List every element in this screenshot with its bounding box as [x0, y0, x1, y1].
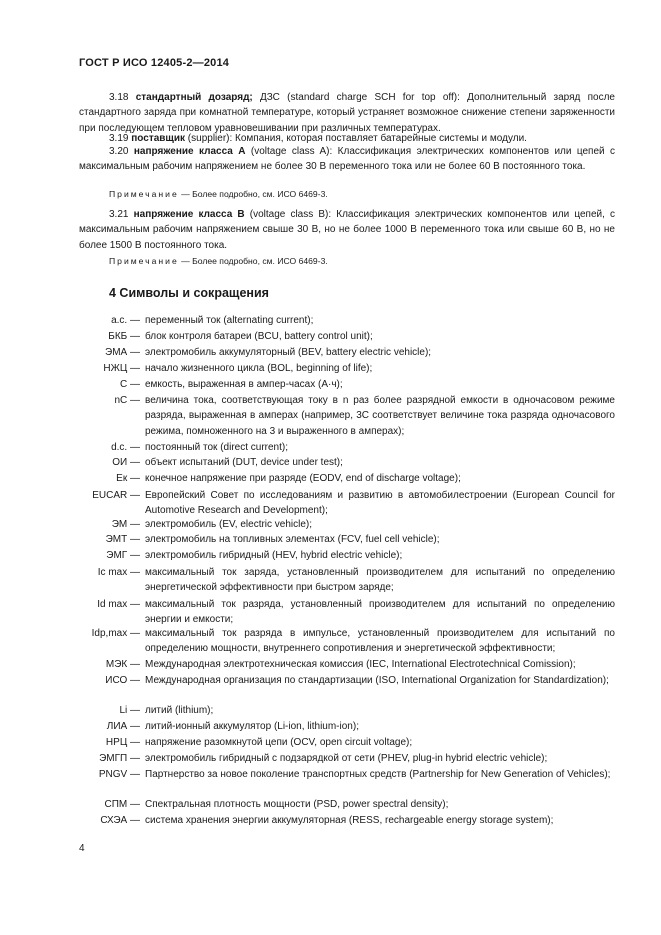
abbreviation-term: ЭМА — — [105, 347, 140, 358]
abbreviation-definition: литий (lithium); — [145, 705, 214, 716]
abbreviation-definition: электромобиль на топливных элементах (FCV, fuel cell vehicle); — [145, 534, 440, 545]
note-2: Примечание — Более подробно, см. ИСО 6469-3. — [109, 256, 328, 266]
abbreviation-term: МЭК — — [105, 659, 140, 670]
note-1: Примечание — Более подробно, см. ИСО 6469-3. — [109, 189, 328, 199]
abbreviation-definition: электромобиль аккумуляторный (BEV, battery electric vehicle); — [145, 347, 432, 358]
abbreviation-definition: Партнерство за новое поколение транспортных средств (Partnership for New Generation of Vehicles); — [145, 769, 611, 780]
abbreviation-definition: объект испытаний (DUT, device under test); — [145, 457, 343, 468]
document-header: ГОСТ Р ИСО 12405-2—2014 — [79, 57, 230, 69]
abbreviation-term: НЖЦ — — [103, 363, 140, 374]
abbreviation-term: Eк — — [116, 473, 140, 484]
abbreviation-term: Id max — — [97, 599, 140, 610]
definition-3-18: 3.18 стандартный дозаряд; ДЗС (standard charge SCH for top off): Дополнительный заряд после стандартного заряда при комнатной температуре, который устраняет возможное снижение степени заряженности при последующем тепловом уравновешивании при различных температурах. — [79, 92, 615, 134]
abbreviation-definition: литий-ионный аккумулятор (Li-ion, lithium-ion); — [145, 721, 359, 732]
abbreviation-definition: постоянный ток (direct current); — [145, 442, 288, 453]
abbreviation-term: nС — — [114, 395, 140, 406]
abbreviation-definition: начало жизненного цикла (BOL, beginning of life); — [145, 363, 373, 374]
section-title: 4 Символы и сокращения — [109, 286, 269, 300]
abbreviation-definition: переменный ток (alternating current); — [145, 315, 314, 326]
abbreviation-term: ЭМТ — — [105, 534, 140, 545]
abbreviation-definition: Международная электротехническая комиссия (IEC, International Electrotechnical Comission); — [145, 659, 576, 670]
abbreviation-definition: напряжение разомкнутой цепи (OCV, open circuit voltage); — [145, 737, 413, 748]
abbreviation-definition: электромобиль гибридный (HEV, hybrid electric vehicle); — [145, 550, 403, 561]
abbreviation-definition: конечное напряжение при разряде (EODV, end of discharge voltage); — [145, 473, 461, 484]
abbreviation-term: Idp,max — — [91, 628, 140, 639]
abbreviation-definition: Спектральная плотность мощности (PSD, power spectral density); — [145, 799, 449, 810]
abbreviation-term: СПМ — — [104, 799, 140, 810]
abbreviation-definition: блок контроля батареи (BCU, battery control unit); — [145, 331, 373, 342]
abbreviation-term: Li — — [119, 705, 140, 716]
abbreviation-definition: Международная организация по стандартизации (ISO, International Organization for Standardization); — [145, 675, 609, 686]
abbreviation-definition: Европейский Совет по исследованиям и развитию в автомобилестроении (European Council for Automotive Research and Development); — [145, 490, 615, 517]
abbreviation-term: d.c. — — [111, 442, 140, 453]
abbreviation-term: ИСО — — [105, 675, 140, 686]
abbreviation-definition: емкость, выраженная в ампер-часах (А·ч); — [145, 379, 343, 390]
abbreviation-term: a.c. — — [111, 315, 140, 326]
abbreviation-term: БКБ — — [108, 331, 140, 342]
definition-3-21: 3.21 напряжение класса В (voltage class B): Классификация электрических компонентов или цепей, с максимальным рабочим напряжением свыше 30 В, но не более 1000 В переменного тока или свыше 60 В, но не более 1500 В постоянного тока. — [79, 209, 615, 251]
abbreviation-term: СХЭА — — [100, 815, 140, 826]
abbreviation-term: ЭМГ — — [106, 550, 140, 561]
abbreviation-term: С — — [120, 379, 140, 390]
abbreviation-term: ЭМ — — [111, 519, 140, 530]
abbreviation-term: Ic max — — [97, 567, 140, 578]
abbreviation-term: ЭМГП — — [99, 753, 140, 764]
abbreviation-definition: электромобиль гибридный с подзарядкой от сети (PHEV, plug-in hybrid electric vehicle); — [145, 753, 548, 764]
abbreviation-definition: максимальный ток разряда, установленный производителем для испытаний по определению энергии и емкости; — [145, 599, 615, 626]
definition-3-20: 3.20 напряжение класса А (voltage class A): Классификация электрических компонентов или цепей с максимальным рабочим напряжением не более 30 В переменного тока или не более 60 В постоянного тока. — [79, 146, 615, 173]
abbreviation-definition: максимальный ток разряда в импульсе, установленный производителем для испытаний по определению мощности, внутреннего сопротивления и энергетической эффективности; — [145, 628, 615, 655]
abbreviation-term: ЛИА — — [106, 721, 140, 732]
abbreviation-definition: электромобиль (EV, electric vehicle); — [145, 519, 313, 530]
abbreviation-term: НРЦ — — [105, 737, 140, 748]
abbreviation-definition: величина тока, соответствующая току в n раз более разрядной емкости в одночасовом режиме разряда, выраженная в амперах (например, 3С соответствует величине тока разряда одночасового режима, помноженного на 3 и выраженного в амперах); — [145, 395, 615, 437]
abbreviation-term: PNGV — — [98, 769, 140, 780]
page-number: 4 — [79, 843, 85, 854]
abbreviation-definition: максимальный ток заряда, установленный производителем для испытаний по определению энергетической эффективности при быстром заряде; — [145, 567, 615, 594]
abbreviation-term: ОИ — — [112, 457, 140, 468]
abbreviation-definition: система хранения энергии аккумуляторная (RESS, rechargeable energy storage system); — [145, 815, 554, 826]
abbreviation-term: EUCAR — — [92, 490, 140, 501]
definition-3-19: 3.19 поставщик (supplier): Компания, которая поставляет батарейные системы и модули. — [109, 133, 527, 144]
